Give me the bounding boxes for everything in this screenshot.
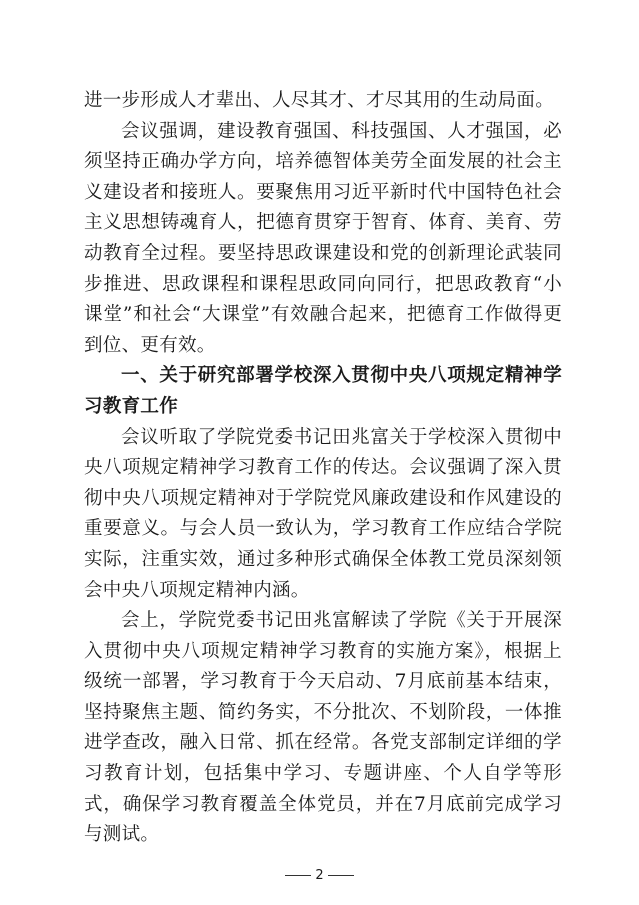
- paragraph-implementation-plan: 会上，学院党委书记田兆富解读了学院《关于开展深入贯彻中央八项规定精神学习教育的实施方案》，根据上级统一部署，学习教育于今天启动、7月底前基本结束，坚持聚焦主题、简约务实，不分批次、不划阶段，一体推进学查改，融入日常、抓在经常。各党支部制定详细的学习教育计划，包括集中学习、专题讲座、个人自学等形式，确保学习教育覆盖全体党员，并在7月底前完成学习与测试。: [84, 610, 562, 846]
- document-page: [84, 86, 562, 851]
- page-number: 2: [315, 868, 324, 883]
- footer-dash-left: [285, 875, 311, 876]
- paragraph-continuation: 进一步形成人才辈出、人尽其才、才尽其用的生动局面。: [84, 90, 555, 111]
- page-footer: [0, 868, 639, 883]
- paragraph-meeting-briefing: 会议听取了学院党委书记田兆富关于学校深入贯彻中央八项规定精神学习教育工作的传达。会议强调了深入贯彻中央八项规定精神对于学院党风廉政建设和作风建设的重要意义。与会人员一致认为，学习教育工作应结合学院实际，注重实效，通过多种形式确保全体教工党员深刻领会中央八项规定精神内涵。: [84, 426, 562, 601]
- section-heading: 一、关于研究部署学校深入贯彻中央八项规定精神学习教育工作: [84, 365, 562, 417]
- paragraph-meeting-emphasis: 会议强调，建设教育强国、科技强国、人才强国，必须坚持正确办学方向，培养德智体美劳全面发展的社会主义建设者和接班人。要聚焦用习近平新时代中国特色社会主义思想铸魂育人，把德育贯穿于智育、体育、美育、劳动教育全过程。要坚持思政课建设和党的创新理论武装同步推进、思政课程和课程思政同向同行，把思政教育“小课堂”和社会“大课堂”有效融合起来，把德育工作做得更到位、更有效。: [84, 120, 562, 356]
- footer-dash-right: [328, 875, 354, 876]
